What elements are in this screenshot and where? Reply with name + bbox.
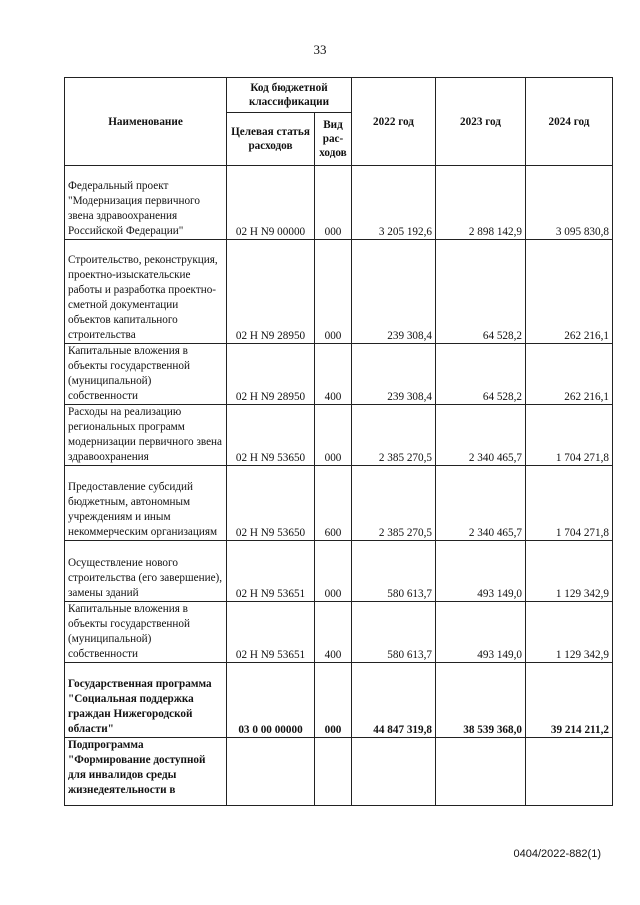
row-expense-type: 000 (315, 240, 352, 344)
row-value-2024: 1 704 271,8 (526, 405, 613, 466)
table-row (65, 541, 613, 602)
row-target-code: 02 Н N9 53650 (227, 405, 315, 466)
row-value-2023: 64 528,2 (436, 344, 526, 405)
row-value-2024: 1 129 342,9 (526, 541, 613, 602)
row-expense-type: 000 (315, 663, 352, 738)
page-number: 33 (313, 42, 327, 57)
row-name: Капитальные вложения в объекты государственной (муниципальной) собственности (65, 602, 227, 663)
header-2023: 2023 год (436, 78, 526, 166)
row-name: Осуществление нового строительства (его завершение), замены зданий (65, 541, 227, 602)
row-value-2024: 3 095 830,8 (526, 166, 613, 240)
row-value-2022: 2 385 270,5 (352, 466, 436, 541)
row-name: Расходы на реализацию региональных программ модернизации первичного звена здравоохранения (65, 405, 227, 466)
budget-table (64, 77, 613, 806)
row-target-code: 02 Н N9 00000 (227, 166, 315, 240)
row-expense-type: 000 (315, 405, 352, 466)
row-value-2023: 493 149,0 (436, 541, 526, 602)
row-target-code: 02 Н N9 53650 (227, 466, 315, 541)
table-body (65, 166, 613, 806)
row-value-2022 (352, 738, 436, 806)
row-expense-type: 600 (315, 466, 352, 541)
table-row (65, 738, 613, 806)
row-value-2023: 2 340 465,7 (436, 405, 526, 466)
row-value-2024: 262 216,1 (526, 240, 613, 344)
row-name: Капитальные вложения в объекты государственной (муниципальной) собственности (65, 344, 227, 405)
row-value-2022: 239 308,4 (352, 240, 436, 344)
table-row (65, 602, 613, 663)
row-target-code: 02 Н N9 53651 (227, 602, 315, 663)
row-value-2023: 38 539 368,0 (436, 663, 526, 738)
row-value-2022: 580 613,7 (352, 541, 436, 602)
header-target-item: Целевая статья расходов (227, 113, 315, 166)
document-code: 0404/2022-882(1) (513, 848, 601, 860)
row-target-code: 03 0 00 00000 (227, 663, 315, 738)
row-value-2023 (436, 738, 526, 806)
table-row (65, 344, 613, 405)
table-row (65, 663, 613, 738)
header-2022: 2022 год (352, 78, 436, 166)
row-value-2024: 1 129 342,9 (526, 602, 613, 663)
row-value-2022: 239 308,4 (352, 344, 436, 405)
header-budget-code: Код бюджетной классификации (227, 78, 352, 113)
table-row (65, 466, 613, 541)
row-expense-type: 400 (315, 344, 352, 405)
row-value-2024: 262 216,1 (526, 344, 613, 405)
header-name: Наименование (65, 78, 227, 166)
row-value-2023: 2 898 142,9 (436, 166, 526, 240)
row-name: Строительство, реконструкция, проектно-изыскательские работы и разработка проектно-сметной документации объектов капитального строительства (65, 240, 227, 344)
table-header (65, 78, 613, 166)
row-target-code: 02 Н N9 28950 (227, 344, 315, 405)
row-name: Государственная программа "Социальная поддержка граждан Нижегородской области" (65, 663, 227, 738)
row-value-2022: 2 385 270,5 (352, 405, 436, 466)
row-value-2023: 64 528,2 (436, 240, 526, 344)
row-name: Подпрограмма "Формирование доступной для инвалидов среды жизнедеятельности в (65, 738, 227, 806)
row-target-code: 02 Н N9 28950 (227, 240, 315, 344)
row-value-2024 (526, 738, 613, 806)
row-value-2022: 580 613,7 (352, 602, 436, 663)
table-row (65, 240, 613, 344)
row-value-2023: 2 340 465,7 (436, 466, 526, 541)
row-expense-type: 400 (315, 602, 352, 663)
row-value-2022: 44 847 319,8 (352, 663, 436, 738)
row-value-2022: 3 205 192,6 (352, 166, 436, 240)
row-name: Федеральный проект "Модернизация первичного звена здравоохранения Российской Федерации" (65, 166, 227, 240)
row-value-2024: 39 214 211,2 (526, 663, 613, 738)
row-expense-type: 000 (315, 166, 352, 240)
row-value-2024: 1 704 271,8 (526, 466, 613, 541)
row-name: Предоставление субсидий бюджетным, автономным учреждениям и иным некоммерческим организациям (65, 466, 227, 541)
row-expense-type: 000 (315, 541, 352, 602)
table-row (65, 166, 613, 240)
header-2024: 2024 год (526, 78, 613, 166)
table-row (65, 405, 613, 466)
header-expense-type: Вид рас-ходов (315, 113, 352, 166)
row-target-code (227, 738, 315, 806)
row-target-code: 02 Н N9 53651 (227, 541, 315, 602)
row-value-2023: 493 149,0 (436, 602, 526, 663)
row-expense-type (315, 738, 352, 806)
